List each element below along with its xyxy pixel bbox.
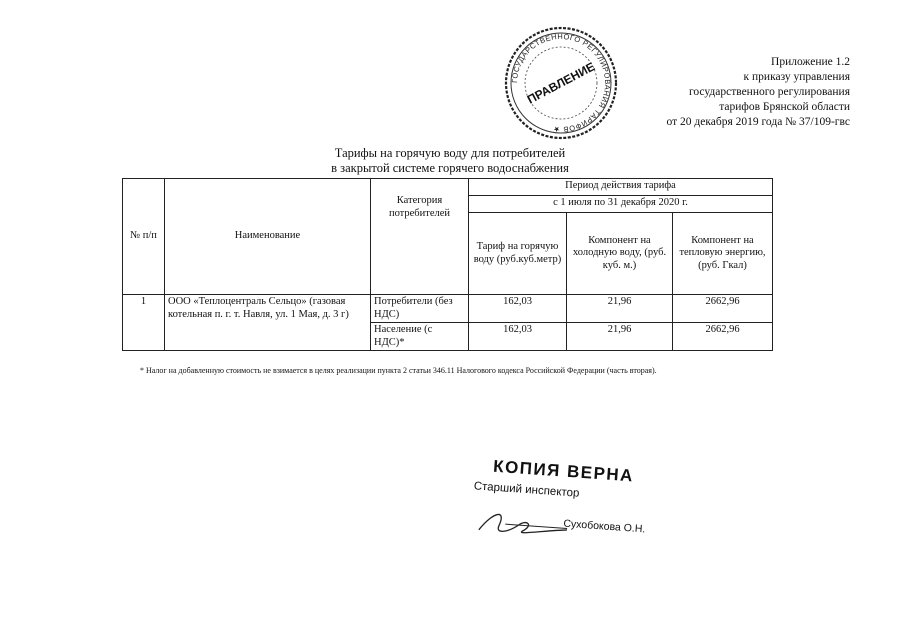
- header-name: Наименование: [165, 179, 371, 295]
- appendix-line: тарифов Брянской области: [719, 101, 850, 113]
- footnote: * Налог на добавленную стоимость не взимается в целях реализации пункта 2 статьи 346.11 Налогового кодекса Российской Федерации (часть вторая).: [140, 366, 657, 375]
- appendix-line: Приложение 1.2: [771, 56, 850, 68]
- title-line-1: Тарифы на горячую воду для потребителей: [334, 146, 566, 160]
- appendix-line: к приказу управления: [743, 71, 850, 83]
- header-heat: Компонент на тепловую энергию, (руб. Гкал): [673, 213, 773, 295]
- appendix-line: государственного регулирования: [688, 86, 850, 98]
- header-period: Период действия тарифа: [469, 179, 773, 196]
- copy-stamp: [464, 455, 646, 556]
- row-tariff: 162,03: [469, 323, 567, 351]
- header-cold: Компонент на холодную воду, (руб. куб. м.): [567, 213, 673, 295]
- header-period-range: с 1 июля по 31 декабря 2020 г.: [469, 196, 773, 213]
- row-category: Население (с НДС)*: [371, 323, 469, 351]
- signature: [474, 500, 577, 547]
- row-tariff: 162,03: [469, 295, 567, 323]
- stamp-name: Сухобокова О.Н.: [563, 517, 646, 536]
- row-heat: 2662,96: [673, 323, 773, 351]
- seal-center-text: ПРАВЛЕНИЕ: [524, 59, 598, 107]
- stamp-role: Старший инспектор: [473, 480, 580, 500]
- row-heat: 2662,96: [673, 295, 773, 323]
- row-num: 1: [123, 295, 165, 351]
- header-category: Категория потребителей: [371, 179, 469, 295]
- tariff-table: [122, 178, 773, 351]
- appendix-block: [600, 55, 850, 130]
- header-row: [123, 179, 773, 196]
- stamp-title: КОПИЯ ВЕРНА: [492, 456, 635, 486]
- title-line-2: в закрытой системе горячего водоснабжения: [331, 161, 569, 175]
- header-tariff: Тариф на горячую воду (руб.куб.метр): [469, 213, 567, 295]
- row-category: Потребители (без НДС): [371, 295, 469, 323]
- table-row: [123, 295, 773, 323]
- svg-text:ГОСУДАРСТВЕННОГО РЕГУЛИРОВАНИЯ: ГОСУДАРСТВЕННОГО РЕГУЛИРОВАНИЯ ТАРИФОВ ★: [509, 31, 613, 135]
- row-name: ООО «Теплоцентраль Сельцо» (газовая котельная п. г. т. Навля, ул. 1 Мая, д. 3 г): [165, 295, 371, 351]
- header-num: № п/п: [123, 179, 165, 295]
- appendix-line: от 20 декабря 2019 года № 37/109-гвс: [666, 116, 850, 128]
- row-cold: 21,96: [567, 323, 673, 351]
- row-cold: 21,96: [567, 295, 673, 323]
- document-title: [240, 146, 660, 176]
